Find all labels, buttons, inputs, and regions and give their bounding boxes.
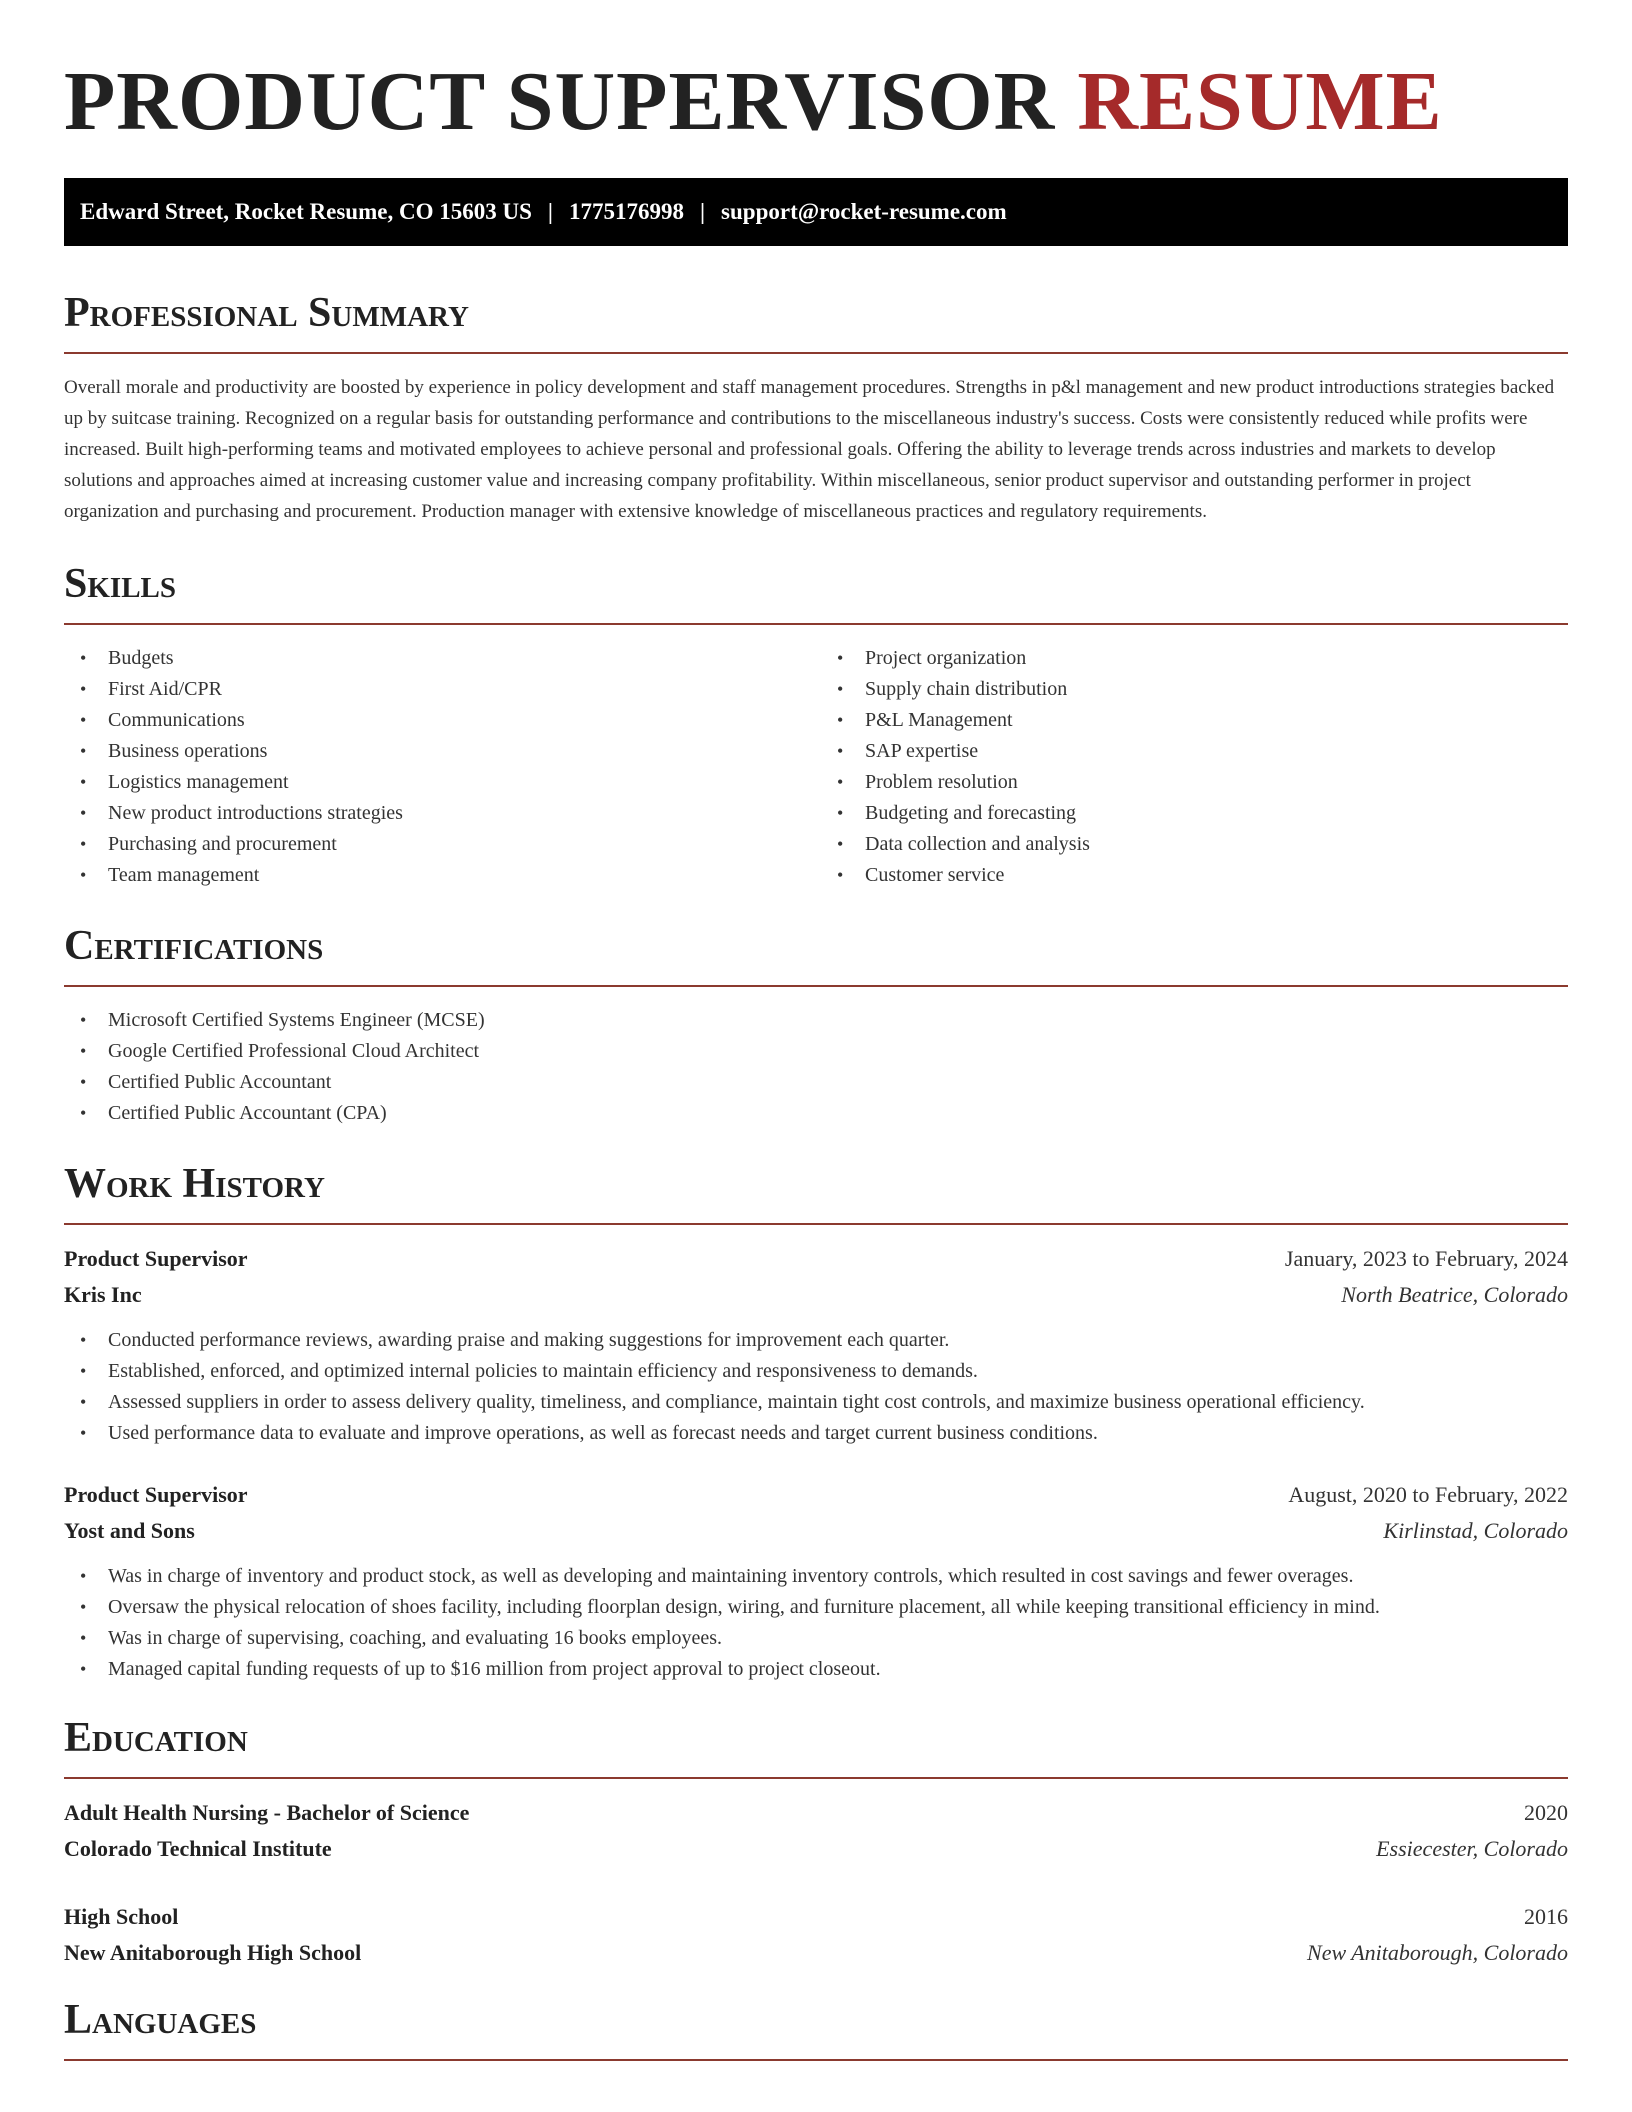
- education-school: Colorado Technical Institute: [64, 1836, 332, 1861]
- section-divider: [64, 985, 1568, 987]
- skill-item: • Communications: [64, 705, 811, 736]
- job-header-row: [64, 1241, 1568, 1277]
- education-school-row: [64, 1935, 1568, 1971]
- section-divider: [64, 2059, 1568, 2061]
- job-duty: • Assessed suppliers in order to assess delivery quality, timeliness, and compliance, maintain tight cost controls, and maximize business operational efficiency.: [64, 1387, 1568, 1418]
- section-heading: Certifications: [64, 923, 324, 969]
- job-dates: August, 2020 to February, 2022: [1288, 1482, 1568, 1507]
- skills-columns: [64, 643, 1568, 891]
- skill-item: • Data collection and analysis: [821, 829, 1568, 860]
- certifications-list: [64, 1005, 1568, 1129]
- job-duty: • Conducted performance reviews, awarding praise and making suggestions for improvement each quarter.: [64, 1325, 1568, 1356]
- job-title: Product Supervisor: [64, 1482, 248, 1507]
- education-entry: [64, 1795, 1568, 1867]
- skill-item: • Supply chain distribution: [821, 674, 1568, 705]
- certification-item: • Certified Public Accountant (CPA): [64, 1098, 1568, 1129]
- job-company: Kris Inc: [64, 1282, 142, 1307]
- education-year: 2020: [1524, 1800, 1568, 1825]
- skill-item: • SAP expertise: [821, 736, 1568, 767]
- summary-text: Overall morale and productivity are boosted by experience in policy development and staff management procedures. Strengths in p&l management and new product introductions strategies backed up by suitcase training. Recognized on a regular basis for outstanding performance and contributions to the miscellaneous industry's success. Costs were consistently reduced while profits were increased. Built high-performing teams and motivated employees to achieve personal and professional goals. Offering the ability to leverage trends across industries and markets to develop solutions and approaches aimed at increasing customer value and increasing company profitability. Within miscellaneous, senior product supervisor and outstanding performer in project organization and purchasing and procurement. Production manager with extensive knowledge of miscellaneous practices and regulatory requirements.: [64, 377, 1555, 522]
- resume-title: [64, 0, 1568, 152]
- contact-address: Edward Street, Rocket Resume, CO 15603 US: [80, 199, 532, 224]
- skill-item: • P&L Management: [821, 705, 1568, 736]
- education-location: Essiecester, Colorado: [1376, 1836, 1568, 1861]
- contact-email[interactable]: support@rocket-resume.com: [721, 199, 1007, 224]
- skill-item: • Team management: [64, 860, 811, 891]
- title-accent: RESUME: [1077, 55, 1443, 148]
- languages-section: [64, 1995, 1568, 2061]
- contact-phone: 1775176998: [568, 199, 684, 224]
- certification-item: • Google Certified Professional Cloud Architect: [64, 1036, 1568, 1067]
- education-degree: Adult Health Nursing - Bachelor of Science: [64, 1800, 470, 1825]
- education-school: New Anitaborough High School: [64, 1940, 362, 1965]
- education-year: 2016: [1524, 1904, 1568, 1929]
- skills-list-right: [811, 643, 1568, 891]
- education-school-row: [64, 1831, 1568, 1867]
- contact-separator: |: [547, 199, 553, 224]
- section-heading: Professional Summary: [64, 290, 469, 336]
- work-history-section: [64, 1159, 1568, 1685]
- section-heading: Education: [64, 1715, 248, 1761]
- skill-item: • Customer service: [821, 860, 1568, 891]
- job-duties-list: [64, 1325, 1568, 1449]
- education-degree-row: [64, 1899, 1568, 1935]
- certification-item: • Certified Public Accountant: [64, 1067, 1568, 1098]
- job-duty: • Established, enforced, and optimized internal policies to maintain efficiency and responsiveness to demands.: [64, 1356, 1568, 1387]
- job-duties-list: [64, 1561, 1568, 1685]
- education-entry: [64, 1899, 1568, 1971]
- job-header-row: [64, 1477, 1568, 1513]
- job-title: Product Supervisor: [64, 1246, 248, 1271]
- certifications-section: [64, 921, 1568, 1129]
- skill-item: • New product introductions strategies: [64, 798, 811, 829]
- certification-item: • Microsoft Certified Systems Engineer (MCSE): [64, 1005, 1568, 1036]
- skill-item: • First Aid/CPR: [64, 674, 811, 705]
- job-company: Yost and Sons: [64, 1518, 195, 1543]
- contact-separator: |: [699, 199, 706, 224]
- skill-item: • Business operations: [64, 736, 811, 767]
- section-divider: [64, 1223, 1568, 1225]
- job-company-row: [64, 1277, 1568, 1313]
- title-main: PRODUCT SUPERVISOR: [64, 55, 1056, 148]
- skill-item: • Project organization: [821, 643, 1568, 674]
- skills-section: [64, 559, 1568, 891]
- education-location: New Anitaborough, Colorado: [1307, 1940, 1568, 1965]
- education-degree: High School: [64, 1904, 179, 1929]
- education-section: [64, 1713, 1568, 1971]
- skill-item: • Purchasing and procurement: [64, 829, 811, 860]
- section-divider: [64, 352, 1568, 354]
- job-duty: • Was in charge of supervising, coaching, and evaluating 16 books employees.: [64, 1623, 1568, 1654]
- skill-item: • Budgeting and forecasting: [821, 798, 1568, 829]
- section-heading: Work History: [64, 1161, 325, 1207]
- job-entry: [64, 1241, 1568, 1449]
- job-duty: • Oversaw the physical relocation of shoes facility, including floorplan design, wiring, and furniture placement, all while keeping transitional efficiency in mind.: [64, 1592, 1568, 1623]
- job-location: Kirlinstad, Colorado: [1383, 1518, 1568, 1543]
- job-location: North Beatrice, Colorado: [1341, 1282, 1568, 1307]
- skill-item: • Budgets: [64, 643, 811, 674]
- job-duty: • Was in charge of inventory and product stock, as well as developing and maintaining inventory controls, which resulted in cost savings and fewer overages.: [64, 1561, 1568, 1592]
- job-duty: • Managed capital funding requests of up to $16 million from project approval to project closeout.: [64, 1654, 1568, 1685]
- section-heading: Languages: [64, 1997, 257, 2043]
- skill-item: • Problem resolution: [821, 767, 1568, 798]
- job-company-row: [64, 1513, 1568, 1549]
- job-duty: • Used performance data to evaluate and improve operations, as well as forecast needs and target current business conditions.: [64, 1418, 1568, 1449]
- job-dates: January, 2023 to February, 2024: [1284, 1246, 1568, 1271]
- education-degree-row: [64, 1795, 1568, 1831]
- contact-bar: [64, 178, 1568, 246]
- section-heading: Skills: [64, 561, 177, 607]
- skills-list-left: [64, 643, 811, 891]
- skill-item: • Logistics management: [64, 767, 811, 798]
- job-entry: [64, 1477, 1568, 1685]
- summary-section: [64, 288, 1568, 527]
- section-divider: [64, 1777, 1568, 1779]
- section-divider: [64, 623, 1568, 625]
